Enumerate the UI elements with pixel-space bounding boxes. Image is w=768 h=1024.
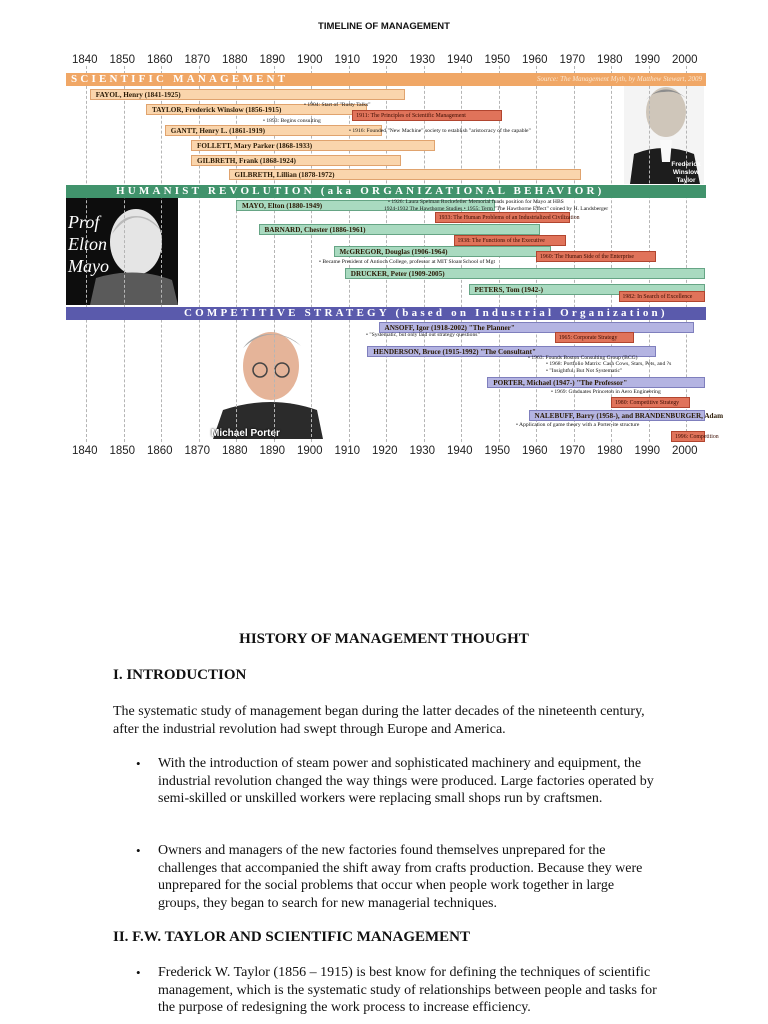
person-bar: FOLLETT, Mary Parker (1868-1933) xyxy=(191,140,435,151)
bullet-marker: • xyxy=(136,756,141,771)
timeline-note: • "Systematic, but only laid out strategy questions" xyxy=(366,332,480,338)
publication-marker: 1982: In Search of Excellence xyxy=(619,291,706,302)
article-title: HISTORY OF MANAGEMENT THOUGHT xyxy=(239,631,529,647)
person-bar: PETERS, Tom (1942-) xyxy=(469,284,705,295)
taylor-photo-caption: Frederick Winslow Taylor xyxy=(671,161,701,184)
person-bar: BARNARD, Chester (1886-1961) xyxy=(259,224,540,235)
publication-marker: 1933: The Human Problems of an Industrialized Civilization xyxy=(435,212,570,223)
timeline-note: • Application of game theory with a Porter-ite structure xyxy=(516,422,640,428)
year-label-top: 1970 xyxy=(559,54,586,66)
year-label-top: 1880 xyxy=(222,54,248,66)
publication-marker: 1960: The Human Side of the Enterprise xyxy=(536,251,656,262)
source-note: Source: The Management Myth, by Matthew Stewart, 2009 xyxy=(536,75,702,83)
grid-line xyxy=(161,66,162,442)
era-band-header: SCIENTIFIC MANAGEMENT Source: The Management Myth, by Matthew Stewart, 2009 xyxy=(66,73,706,86)
year-label-bottom: 1840 xyxy=(72,445,98,457)
porter-photo-caption: Michael Porter xyxy=(211,428,280,439)
year-label-bottom: 1920 xyxy=(372,445,398,457)
year-label-top: 1850 xyxy=(109,54,136,66)
year-label-top: 1920 xyxy=(372,54,398,66)
year-label-bottom: 1980 xyxy=(597,445,623,457)
mayo-photo-caption: Prof Elton Mayo xyxy=(68,212,109,276)
person-bar: MAYO, Elton (1880-1949) xyxy=(236,200,495,211)
timeline-note: • 1968: Portfolio Matrix: Cash Cows, Stars, Pets, and ?s xyxy=(546,361,672,367)
year-label-bottom: 1970 xyxy=(559,445,586,457)
year-label-top: 2000 xyxy=(672,54,698,66)
year-label-top: 1980 xyxy=(597,54,623,66)
year-label-bottom: 1850 xyxy=(109,445,136,457)
grid-line xyxy=(86,66,87,442)
timeline-note: • 1904: Start of "Rusty Talks" xyxy=(304,102,371,108)
year-label-top: 1990 xyxy=(634,54,661,66)
grid-line xyxy=(124,66,125,442)
year-label-top: 1940 xyxy=(447,54,473,66)
year-label-bottom: 1890 xyxy=(259,445,286,457)
era-band-header: COMPETITIVE STRATEGY (based on Industrial Organization) xyxy=(66,307,706,320)
bullet-marker: • xyxy=(136,965,141,980)
person-bar: DRUCKER, Peter (1909-2005) xyxy=(345,268,705,279)
publication-marker: 1980: Competitive Strategy xyxy=(611,397,690,408)
person-bar: ANSOFF, Igor (1918-2002) "The Planner" xyxy=(379,322,694,333)
year-label-bottom: 1960 xyxy=(522,445,548,457)
timeline-note: • "Insightful, But Not Systematic" xyxy=(546,368,623,374)
timeline-note: 1924-1932 The Hawthorne Studies • 1955: Term "The Hawthorne Effect" coined by H. Landsberger xyxy=(384,206,609,212)
year-label-bottom: 1880 xyxy=(222,445,248,457)
year-label-top: 1890 xyxy=(259,54,286,66)
year-label-top: 1870 xyxy=(184,54,211,66)
intro-heading: I. INTRODUCTION xyxy=(113,667,247,683)
publication-marker: 1911: The Principles of Scientific Management xyxy=(352,110,502,121)
year-label-bottom: 1990 xyxy=(634,445,661,457)
year-label-bottom: 1950 xyxy=(484,445,511,457)
taylor-bullet: Frederick W. Taylor (1856 – 1915) is best know for defining the techniques of scientific management, which is the systematic study of relationships between people and tasks for the purpose of redesigning the work process to increase efficiency. xyxy=(158,965,657,1016)
timeline-note: • 1893: Begins consulting xyxy=(263,118,321,124)
year-label-bottom: 1910 xyxy=(334,445,361,457)
intro-bullet-2: Owners and managers of the new factories found themselves unprepared for the challenges that accompanied the shift away from crafts production. Because they were unprepared for the social problems that occur when people work together in large groups, they began to search for new managerial techniques. xyxy=(158,843,643,911)
year-label-bottom: 1900 xyxy=(297,445,323,457)
person-bar: PORTER, Michael (1947-) "The Professor" xyxy=(487,377,705,388)
person-bar: NALEBUFF, Barry (1958-), and BRANDENBURGER, Adam xyxy=(529,410,705,421)
person-bar: HENDERSON, Bruce (1915-1992) "The Consultant" xyxy=(367,346,656,357)
year-label-bottom: 1870 xyxy=(184,445,211,457)
grid-line xyxy=(236,66,237,442)
year-label-bottom: 1930 xyxy=(409,445,436,457)
intro-bullet-1: With the introduction of steam power and sophisticated machinery and equipment, the industrial revolution changed the way things were produced. Large factories operated by semi-skilled or unskilled workers were replacing small shops run by craftsmen. xyxy=(158,756,654,807)
year-label-top: 1950 xyxy=(484,54,511,66)
timeline-note: • 1916: Founded "New Machine" society to establish "aristocracy of the capable" xyxy=(349,128,531,134)
year-label-top: 1910 xyxy=(334,54,361,66)
year-label-bottom: 1860 xyxy=(147,445,173,457)
document-title: TIMELINE OF MANAGEMENT xyxy=(318,21,450,32)
timeline-note: • Became President of Antioch College, professor at MIT Sloan School of Mgt xyxy=(319,259,496,265)
person-bar: GILBRETH, Frank (1868-1924) xyxy=(191,155,401,166)
person-bar: FAYOL, Henry (1841-1925) xyxy=(90,89,405,100)
publication-marker: 1996: Competition xyxy=(671,431,705,442)
year-label-top: 1960 xyxy=(522,54,548,66)
person-bar: TAYLOR, Frederick Winslow (1856-1915) xyxy=(146,104,367,115)
taylor-heading: II. F.W. TAYLOR AND SCIENTIFIC MANAGEMENT xyxy=(113,929,471,945)
year-label-top: 1900 xyxy=(297,54,323,66)
timeline-note: • 1926: Laura Spelman Rockefeller Memorial funds position for Mayo at HBS xyxy=(388,199,564,205)
year-label-top: 1930 xyxy=(409,54,436,66)
intro-paragraph: The systematic study of management began during the latter decades of the nineteenth century, after the industrial revolution had swept through Europe and America. xyxy=(113,704,645,737)
publication-marker: 1965: Corporate Strategy xyxy=(555,332,634,343)
grid-line xyxy=(199,66,200,442)
year-label-bottom: 1940 xyxy=(447,445,473,457)
person-bar: McGREGOR, Douglas (1906-1964) xyxy=(334,246,552,257)
bullet-marker: • xyxy=(136,843,141,858)
person-bar: GILBRETH, Lillian (1878-1972) xyxy=(229,169,582,180)
era-band-header: HUMANIST REVOLUTION (aka ORGANIZATIONAL BEHAVIOR) xyxy=(66,185,706,198)
timeline-note: • 1963: Founds Boston Consulting Group (BCG) xyxy=(528,355,638,361)
management-timeline xyxy=(66,46,724,464)
timeline-note: • 1969: Graduates Princeton in Aero Engineering xyxy=(551,389,661,395)
porter-photo xyxy=(213,320,323,439)
year-label-top: 1860 xyxy=(147,54,173,66)
year-label-top: 1840 xyxy=(72,54,98,66)
publication-marker: 1938: The Functions of the Executive xyxy=(454,235,567,246)
person-bar: GANTT, Henry L. (1861-1919) xyxy=(165,125,383,136)
year-label-bottom: 2000 xyxy=(672,445,698,457)
